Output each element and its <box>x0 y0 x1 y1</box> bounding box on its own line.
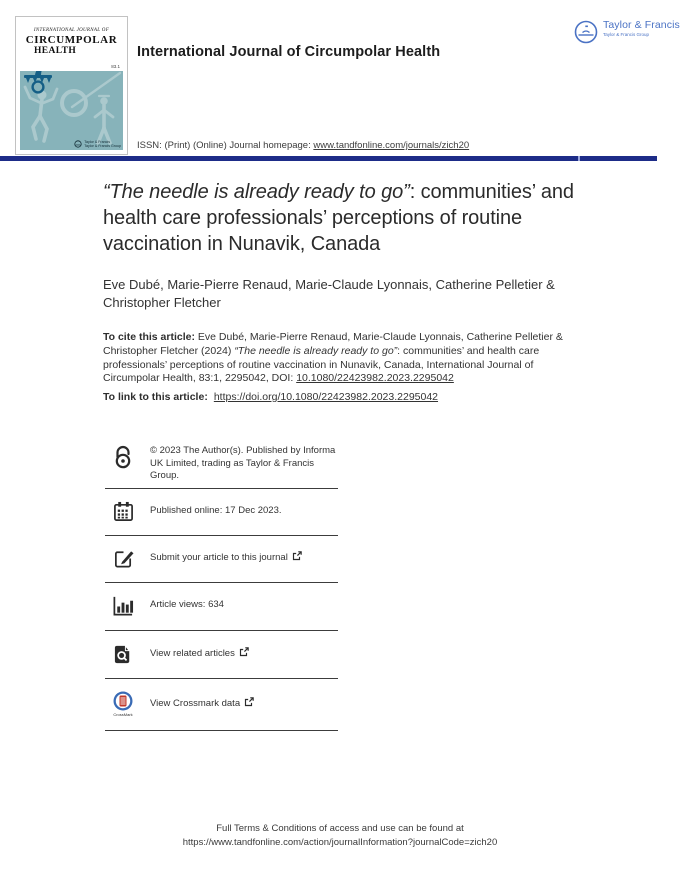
crossmark-row[interactable] <box>105 679 338 731</box>
publisher-name: Taylor & Francis <box>603 19 680 31</box>
calendar-icon <box>111 501 135 522</box>
crossmark-caption: CrossMark <box>113 711 133 717</box>
cite-title-rest: : communities’ and health care professionals’ perceptions of routine vaccination in Nunavik, Canada, International Journal of Circumpolar Health, 83:1, 2295042, DOI: <box>103 344 540 385</box>
journal-homepage-link[interactable]: www.tandfonline.com/journals/zich20 <box>313 140 470 151</box>
article-title-quoted-phrase: “The needle is already ready to go” <box>103 181 410 203</box>
cover-illustration <box>20 71 123 150</box>
citation-block <box>103 331 585 386</box>
cite-authors-year: Eve Dubé, Marie-Pierre Renaud, Marie-Claude Lyonnais, Catherine Pelletier & Christopher Fletcher (2024) <box>103 331 563 357</box>
article-info-list <box>105 440 338 731</box>
license-text: © 2023 The Author(s). Published by Informa UK Limited, trading as Taylor & Francis Group. <box>150 445 336 481</box>
published-online-text: Published online: 17 Dec 2023. <box>150 504 282 516</box>
article-views-row <box>105 583 338 631</box>
link-to-article-line <box>103 391 585 403</box>
cover-title-sub: HEALTH <box>34 46 77 56</box>
journal-cover-thumbnail <box>15 16 128 155</box>
issn-label: ISSN: (Print) (Online) Journal homepage: <box>137 140 314 151</box>
cover-issue-number: 83.1 <box>111 64 120 69</box>
cite-label: To cite this article: <box>103 331 195 343</box>
journal-title: International Journal of Circumpolar Health <box>137 44 441 60</box>
article-title-rest: : communities’ and health care professionals’ perceptions of routine vaccination in Nunavik, Canada <box>103 181 574 255</box>
publisher-stamp-icon <box>74 140 82 148</box>
related-articles-label: View related articles <box>150 647 249 661</box>
publisher-logo <box>574 20 680 44</box>
stamp-publisher-name: Taylor & Francis <box>84 140 111 144</box>
article-title <box>103 179 583 257</box>
external-link-icon <box>292 551 302 561</box>
submit-article-label: Submit your article to this journal <box>150 551 302 565</box>
article-views-icon <box>111 595 135 617</box>
crossmark-label: View Crossmark data <box>150 697 254 711</box>
rule-gap <box>578 156 580 161</box>
crossmark-icon <box>111 691 135 717</box>
stamp-publisher-group: Taylor & Francis Group <box>84 144 121 148</box>
open-access-icon <box>111 445 135 469</box>
journal-bird-emblem-icon <box>22 71 56 95</box>
journal-cover-art <box>20 21 123 150</box>
terms-line: Full Terms & Conditions of access and use can be found at <box>216 823 464 834</box>
cover-masthead <box>20 21 123 71</box>
terms-footer <box>0 822 680 849</box>
related-articles-row[interactable] <box>105 631 338 679</box>
published-online-row <box>105 489 338 536</box>
cover-title-kicker: INTERNATIONAL JOURNAL OF <box>33 28 110 33</box>
related-articles-icon <box>111 643 135 665</box>
author-list: Eve Dubé, Marie-Pierre Renaud, Marie-Claude Lyonnais, Catherine Pelletier & Christopher Fletcher <box>103 277 555 310</box>
article-views-text: Article views: 634 <box>150 599 224 611</box>
submit-article-icon <box>111 548 135 569</box>
masthead-rule <box>0 156 657 161</box>
external-link-icon <box>239 647 249 657</box>
cover-title-main: CIRCUMPOLAR <box>25 34 118 46</box>
submit-article-row[interactable] <box>105 536 338 583</box>
publisher-group-name: Taylor & Francis Group <box>603 31 650 37</box>
cite-quoted-phrase: “The needle is already ready to go” <box>234 344 398 357</box>
terms-url: https://www.tandfonline.com/action/journalInformation?journalCode=zich20 <box>182 836 498 848</box>
article-doi-url-link[interactable]: https://doi.org/10.1080/22423982.2023.2295042 <box>213 391 439 403</box>
taylor-francis-logo-icon <box>574 20 598 44</box>
license-row <box>105 440 338 489</box>
issn-homepage-line <box>137 140 469 151</box>
external-link-icon <box>244 697 254 707</box>
link-label: To link to this article: <box>103 391 208 403</box>
cover-publisher-stamp <box>74 140 121 148</box>
doi-link[interactable]: 10.1080/22423982.2023.2295042 <box>296 372 454 385</box>
